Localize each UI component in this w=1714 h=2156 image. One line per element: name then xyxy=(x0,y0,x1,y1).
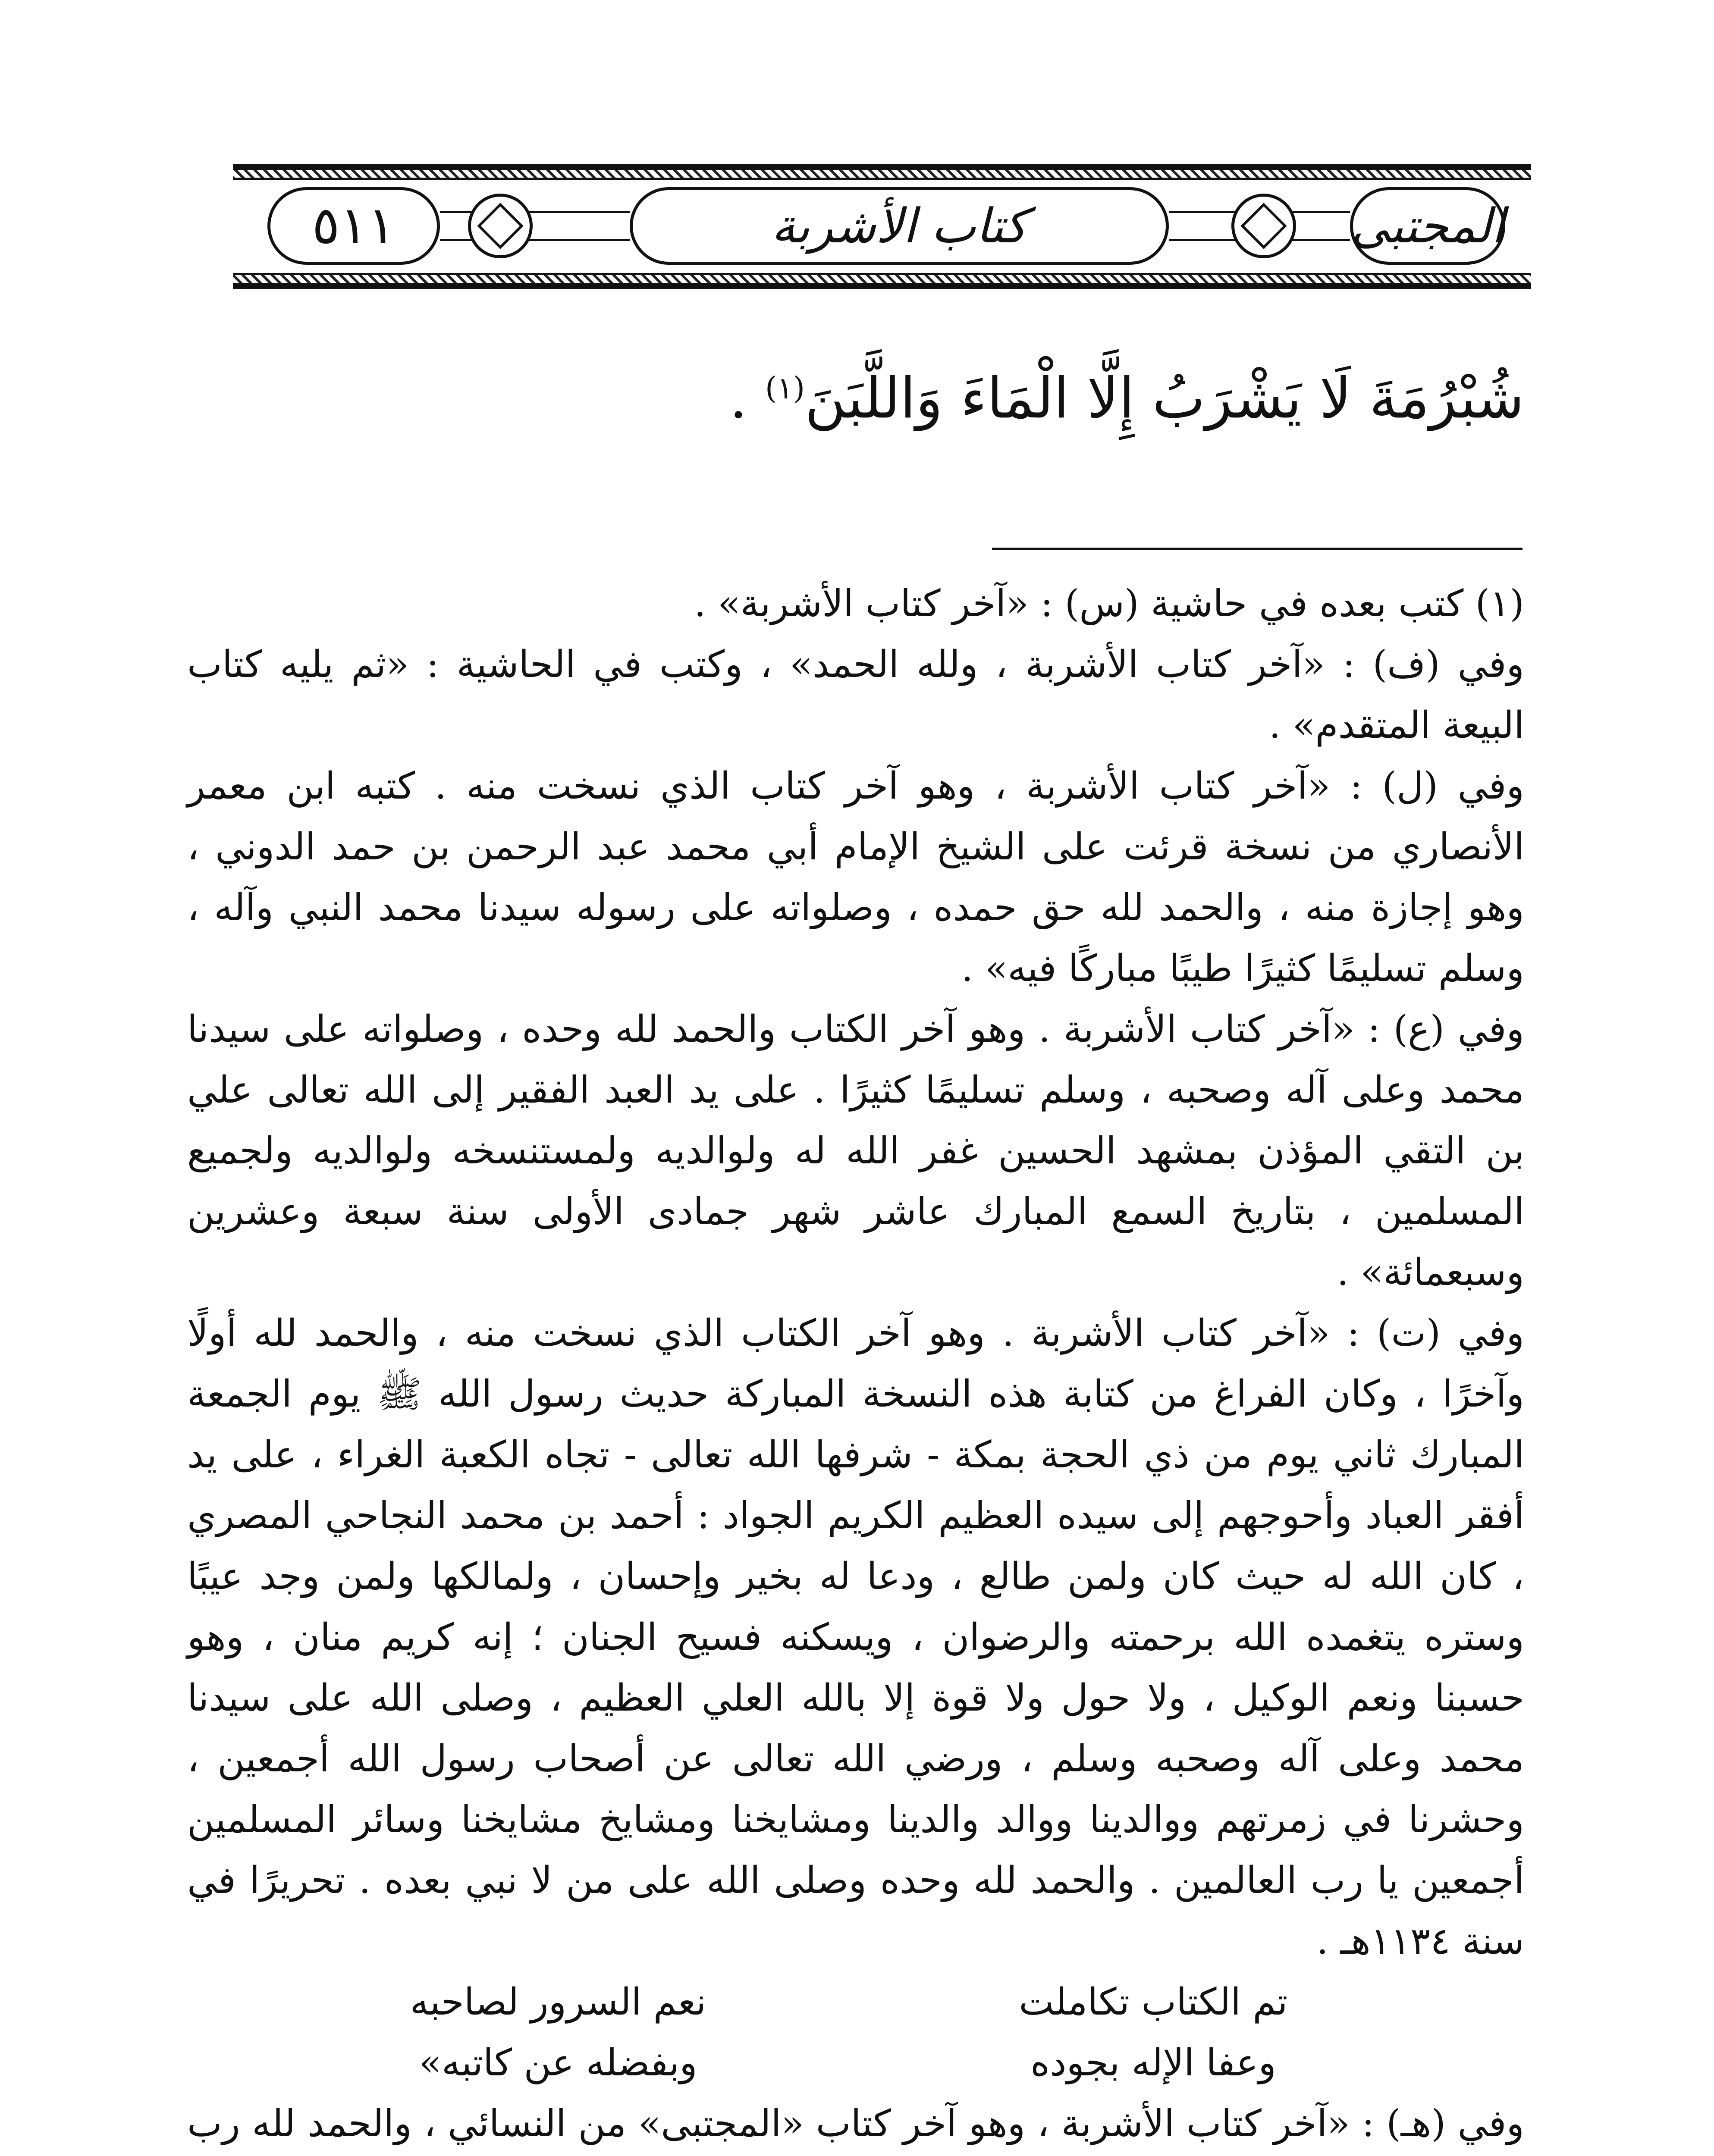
series-title-cartouche xyxy=(1350,187,1505,265)
header-knot-ornament xyxy=(468,194,533,258)
footnotes xyxy=(187,573,1524,2156)
poem xyxy=(325,1972,1386,2093)
poem-hemistich: تم الكتاب تكاملت xyxy=(1019,1981,1288,2024)
series-title: المجتبى xyxy=(1350,198,1505,254)
footnote-paragraph: وفي (ل) : «آخر كتاب الأشربة ، وهو آخر كتاب الذي نسخت منه . كتبه ابن معمر الأنصاري من نسخة قرئت على الشيخ الإمام أبي محمد عبد الرحمن بن حمد الدوني ، وهو إجازة منه ، والحمد لله حق حمده ، وصلواته على رسوله سيدنا محمد النبي وآله ، وسلم تسليمًا كثيرًا طيبًا مباركًا فيه» . xyxy=(187,765,1524,990)
footnote-paragraph: وفي (ف) : «آخر كتاب الأشربة ، ولله الحمد» ، وكتب في الحاشية : «ثم يليه كتاب البيعة المتقدم» . xyxy=(187,643,1524,747)
poem-hemistich: وعفا الإله بجوده xyxy=(1030,2041,1276,2084)
page-number-cartouche xyxy=(267,187,440,265)
footnote-reference: (١) xyxy=(765,370,805,406)
footnote-paragraph: (١) كتب بعده في حاشية (س) : «آخر كتاب الأشربة» . xyxy=(694,582,1524,625)
book-title-cartouche xyxy=(630,187,1169,265)
main-text-end: . xyxy=(729,365,765,431)
footnote-paragraph: وفي (ت) : «آخر كتاب الأشربة . وهو آخر الكتاب الذي نسخت منه ، والحمد لله أولًا وآخرًا ، وكان الفراغ من كتابة هذه النسخة المباركة حديث رسول الله ﷺ يوم الجمعة المبارك ثاني يوم من ذي الحجة بمكة - شرفها الله تعالى - تجاه الكعبة الغراء ، على يد أفقر العباد وأحوجهم إلى سيده العظيم الكريم الجواد : أحمد بن محمد النجاحي المصري ، كان الله له حيث كان ولمن طالع ، ودعا له بخير وإحسان ، ولمالكها ولمن وجد عيبًا وستره يتغمده الله برحمته والرضوان ، ويسكنه فسيح الجنان ؛ إنه كريم منان ، وهو حسبنا ونعم الوكيل ، ولا حول ولا قوة إلا بالله العلي العظيم ، وصلى الله على سيدنا محمد وعلى آله وصحبه وسلم ، ورضي الله تعالى عن أصحاب رسول الله أجمعين ، وحشرنا في زمرتهم ووالدينا ووالد والدينا ومشايخنا ومشايخ مشايخنا وسائر المسلمين أجمعين يا رب العالمين . والحمد لله وحده وصلى الله على من لا نبي بعده . تحريرًا في سنة ١١٣٤هـ . xyxy=(187,1312,1524,1963)
poem-hemistich: وبفضله عن كاتبه» xyxy=(419,2041,697,2084)
page-number: ٥١١ xyxy=(312,196,396,256)
running-header xyxy=(233,164,1531,289)
poem-verse xyxy=(325,1972,1386,2033)
book-title: كتاب الأشربة xyxy=(771,198,1027,254)
main-text xyxy=(187,345,1524,441)
header-knot-ornament xyxy=(1231,194,1296,258)
poem-verse xyxy=(325,2033,1386,2093)
poem-hemistich: نعم السرور لصاحبه xyxy=(410,1981,706,2024)
footnote-paragraph: وفي (ع) : «آخر كتاب الأشربة . وهو آخر الكتاب والحمد لله وحده ، وصلواته على سيدنا محمد وعلى آله وصحبه ، وسلم تسليمًا كثيرًا . على يد العبد الفقير إلى الله تعالى علي بن التقي المؤذن بمشهد الحسين غفر الله له ولوالديه ولمستنسخه ولوالديه ولجميع المسلمين ، بتاريخ السمع المبارك عاشر شهر جمادى الأولى سنة سبعة وعشرين وسبعمائة» . xyxy=(187,1008,1524,1294)
footnote-separator xyxy=(992,548,1523,550)
main-text-line: شُبْرُمَةَ لَا يَشْرَبُ إِلَّا الْمَاءَ وَاللَّبَنَ xyxy=(805,365,1524,431)
footnote-paragraph: وفي (هـ) : «آخر كتاب الأشربة ، وهو آخر كتاب «المجتبى» من النسائي ، والحمد لله رب xyxy=(187,2102,1524,2145)
